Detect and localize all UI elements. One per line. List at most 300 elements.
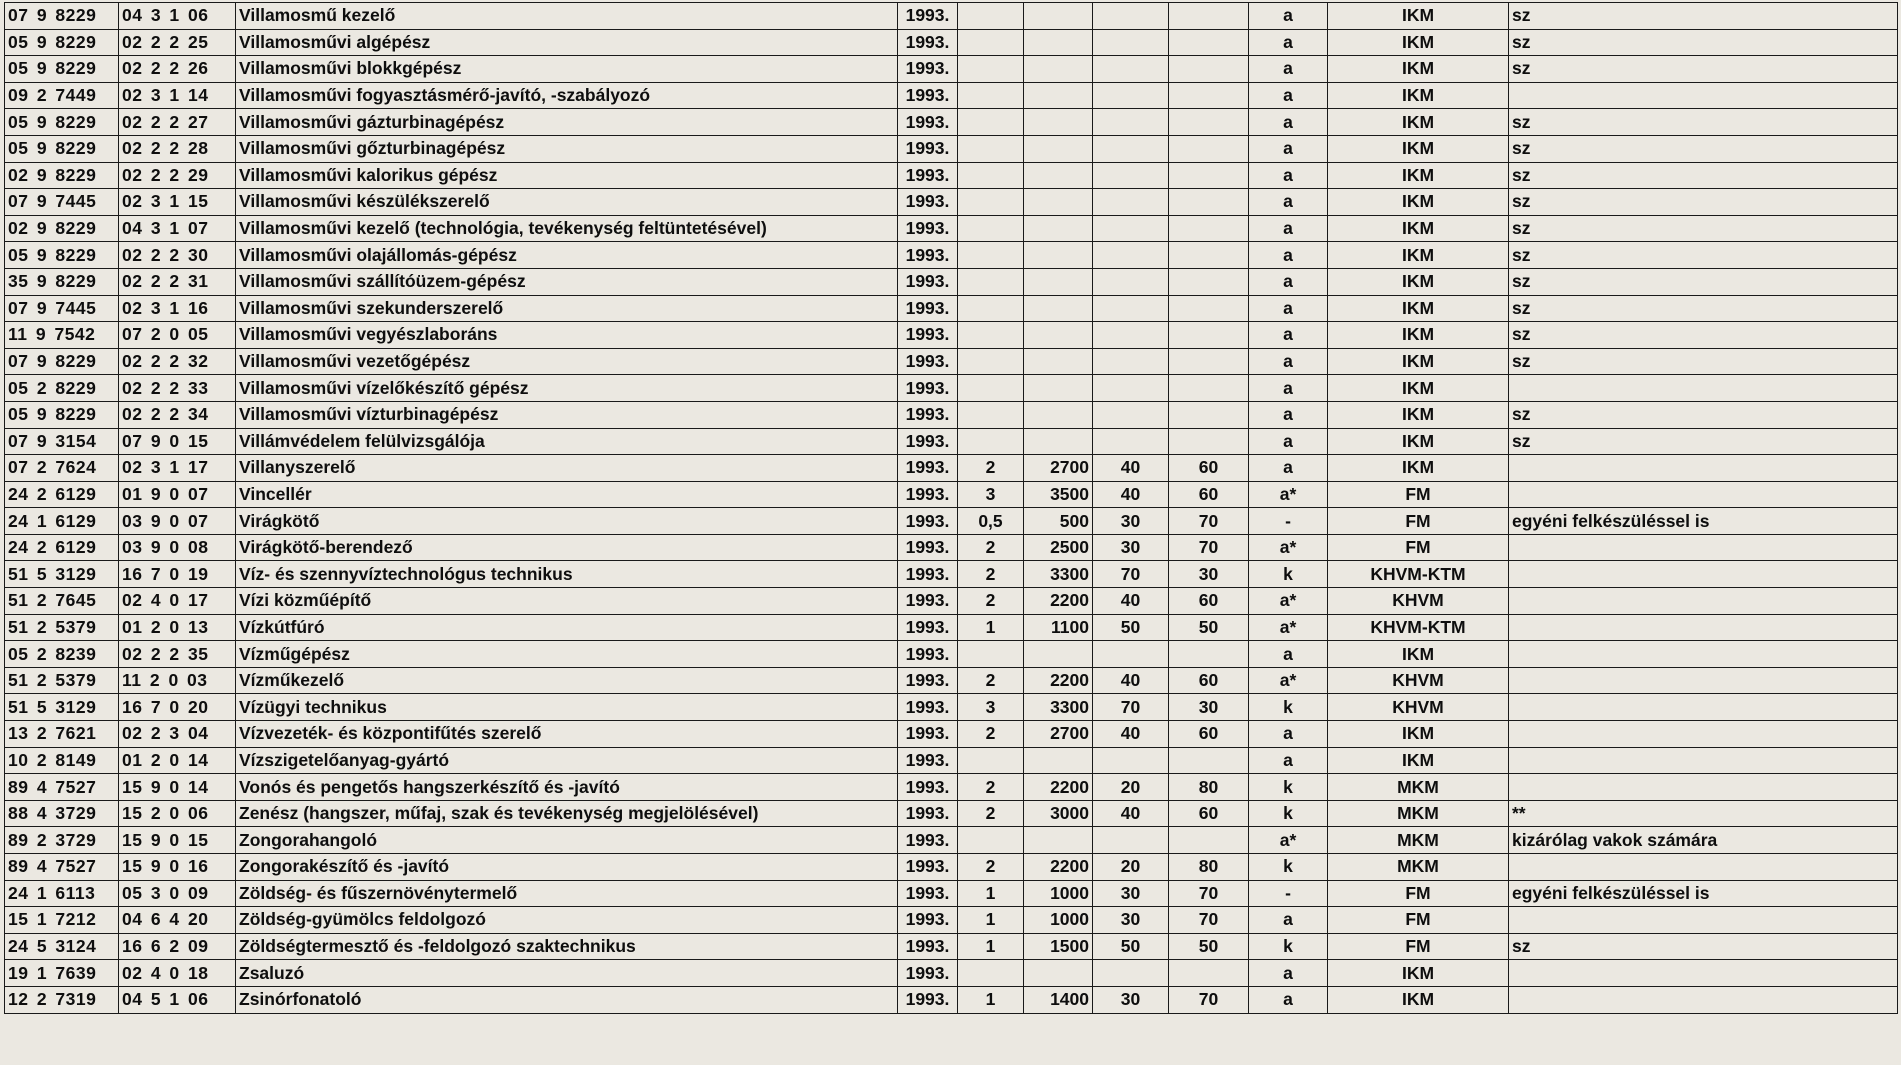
training-years-cell [958, 268, 1024, 295]
theory-percent-cell [1093, 960, 1169, 987]
qualification-code-cell: 07 2 0 05 [119, 322, 236, 349]
theory-percent-cell: 50 [1093, 614, 1169, 641]
qualification-name-cell: Villamosművi gőzturbinagépész [236, 135, 898, 162]
year-cell: 1993. [898, 694, 958, 721]
theory-percent-cell: 50 [1093, 933, 1169, 960]
occupation-code-cell: 51 2 5379 [5, 667, 119, 694]
ministry-cell: KHVM [1328, 667, 1509, 694]
note-cell: egyéni felkészüléssel is [1509, 880, 1898, 907]
hours-cell [1024, 960, 1093, 987]
hours-cell [1024, 428, 1093, 455]
hours-cell: 2200 [1024, 854, 1093, 881]
practice-percent-cell [1169, 295, 1249, 322]
occupation-code-cell: 35 9 8229 [5, 268, 119, 295]
hours-cell [1024, 322, 1093, 349]
occupation-code-cell: 07 9 8229 [5, 348, 119, 375]
qualification-name-cell: Vízvezeték- és központifűtés szerelő [236, 721, 898, 748]
ministry-cell: FM [1328, 481, 1509, 508]
theory-percent-cell [1093, 82, 1169, 109]
hours-cell [1024, 747, 1093, 774]
note-cell [1509, 641, 1898, 668]
qualification-code-cell: 02 2 2 25 [119, 29, 236, 56]
ministry-cell: IKM [1328, 721, 1509, 748]
hours-cell [1024, 348, 1093, 375]
training-years-cell: 1 [958, 907, 1024, 934]
theory-percent-cell: 30 [1093, 508, 1169, 535]
note-cell: sz [1509, 295, 1898, 322]
qualification-code-cell: 16 7 0 20 [119, 694, 236, 721]
occupation-code-cell: 13 2 7621 [5, 721, 119, 748]
qualification-name-cell: Zöldség- és fűszernövénytermelő [236, 880, 898, 907]
occupation-code-cell: 24 5 3124 [5, 933, 119, 960]
training-type-cell: a* [1249, 827, 1328, 854]
qualification-name-cell: Vonós és pengetős hangszerkészítő és -javító [236, 774, 898, 801]
training-years-cell [958, 428, 1024, 455]
note-cell [1509, 986, 1898, 1013]
year-cell: 1993. [898, 162, 958, 189]
qualification-code-cell: 02 2 2 29 [119, 162, 236, 189]
year-cell: 1993. [898, 534, 958, 561]
ministry-cell: IKM [1328, 135, 1509, 162]
note-cell: sz [1509, 189, 1898, 216]
year-cell: 1993. [898, 960, 958, 987]
table-row [5, 508, 1898, 535]
theory-percent-cell [1093, 348, 1169, 375]
training-years-cell [958, 29, 1024, 56]
ministry-cell: KHVM [1328, 694, 1509, 721]
qualification-code-cell: 04 3 1 06 [119, 3, 236, 30]
training-type-cell: a [1249, 348, 1328, 375]
occupation-code-cell: 05 9 8229 [5, 401, 119, 428]
qualification-code-cell: 15 9 0 15 [119, 827, 236, 854]
qualification-code-cell: 02 2 2 32 [119, 348, 236, 375]
hours-cell [1024, 641, 1093, 668]
qualification-name-cell: Villamosművi gázturbinagépész [236, 109, 898, 136]
ministry-cell: IKM [1328, 348, 1509, 375]
hours-cell: 3300 [1024, 561, 1093, 588]
year-cell: 1993. [898, 641, 958, 668]
ministry-cell: KHVM [1328, 588, 1509, 615]
occupation-code-cell: 05 9 8229 [5, 135, 119, 162]
note-cell: sz [1509, 268, 1898, 295]
theory-percent-cell [1093, 215, 1169, 242]
hours-cell: 500 [1024, 508, 1093, 535]
hours-cell: 2200 [1024, 774, 1093, 801]
qualification-name-cell: Villamosművi vízturbinagépész [236, 401, 898, 428]
qualification-code-cell: 01 2 0 14 [119, 747, 236, 774]
training-years-cell [958, 135, 1024, 162]
occupation-code-cell: 24 1 6113 [5, 880, 119, 907]
table-row [5, 481, 1898, 508]
year-cell: 1993. [898, 189, 958, 216]
ministry-cell: IKM [1328, 109, 1509, 136]
training-years-cell: 2 [958, 588, 1024, 615]
note-cell: sz [1509, 56, 1898, 83]
qualification-code-cell: 16 7 0 19 [119, 561, 236, 588]
hours-cell [1024, 3, 1093, 30]
note-cell [1509, 588, 1898, 615]
ministry-cell: IKM [1328, 986, 1509, 1013]
table-body [5, 3, 1898, 1014]
year-cell: 1993. [898, 135, 958, 162]
training-years-cell [958, 375, 1024, 402]
table-row [5, 960, 1898, 987]
occupation-code-cell: 10 2 8149 [5, 747, 119, 774]
practice-percent-cell: 30 [1169, 561, 1249, 588]
note-cell: sz [1509, 3, 1898, 30]
occupation-code-cell: 07 9 8229 [5, 3, 119, 30]
year-cell: 1993. [898, 774, 958, 801]
qualification-name-cell: Villamosművi kalorikus gépész [236, 162, 898, 189]
training-years-cell [958, 401, 1024, 428]
year-cell: 1993. [898, 455, 958, 482]
qualification-code-cell: 02 2 2 28 [119, 135, 236, 162]
hours-cell [1024, 827, 1093, 854]
year-cell: 1993. [898, 3, 958, 30]
ministry-cell: MKM [1328, 827, 1509, 854]
theory-percent-cell: 40 [1093, 721, 1169, 748]
practice-percent-cell: 70 [1169, 534, 1249, 561]
year-cell: 1993. [898, 880, 958, 907]
theory-percent-cell: 40 [1093, 481, 1169, 508]
training-type-cell: a [1249, 907, 1328, 934]
ministry-cell: IKM [1328, 215, 1509, 242]
training-type-cell: a [1249, 268, 1328, 295]
hours-cell: 1500 [1024, 933, 1093, 960]
year-cell: 1993. [898, 295, 958, 322]
hours-cell: 3000 [1024, 800, 1093, 827]
ministry-cell: IKM [1328, 375, 1509, 402]
note-cell: sz [1509, 322, 1898, 349]
occupation-code-cell: 02 9 8229 [5, 215, 119, 242]
qualification-name-cell: Zongorahangoló [236, 827, 898, 854]
ministry-cell: MKM [1328, 774, 1509, 801]
qualification-code-cell: 02 2 2 30 [119, 242, 236, 269]
theory-percent-cell: 20 [1093, 774, 1169, 801]
note-cell: sz [1509, 162, 1898, 189]
occupation-code-cell: 51 5 3129 [5, 694, 119, 721]
table-row [5, 348, 1898, 375]
training-years-cell [958, 215, 1024, 242]
hours-cell: 2200 [1024, 667, 1093, 694]
qualification-code-cell: 02 3 1 16 [119, 295, 236, 322]
year-cell: 1993. [898, 561, 958, 588]
occupation-code-cell: 15 1 7212 [5, 907, 119, 934]
qualification-code-cell: 11 2 0 03 [119, 667, 236, 694]
training-years-cell [958, 747, 1024, 774]
ministry-cell: KHVM-KTM [1328, 614, 1509, 641]
occupation-code-cell: 19 1 7639 [5, 960, 119, 987]
practice-percent-cell [1169, 375, 1249, 402]
training-years-cell [958, 109, 1024, 136]
ministry-cell: IKM [1328, 82, 1509, 109]
year-cell: 1993. [898, 428, 958, 455]
qualification-name-cell: Zöldségtermesztő és -feldolgozó szaktechnikus [236, 933, 898, 960]
training-type-cell: a [1249, 986, 1328, 1013]
note-cell: sz [1509, 29, 1898, 56]
training-years-cell: 2 [958, 455, 1024, 482]
qualification-name-cell: Villamosművi fogyasztásmérő-javító, -szabályozó [236, 82, 898, 109]
training-years-cell: 2 [958, 534, 1024, 561]
occupation-code-cell: 51 2 5379 [5, 614, 119, 641]
occupation-code-cell: 05 2 8239 [5, 641, 119, 668]
training-type-cell: a [1249, 375, 1328, 402]
qualification-name-cell: Villamosmű kezelő [236, 3, 898, 30]
occupation-code-cell: 12 2 7319 [5, 986, 119, 1013]
table-row [5, 428, 1898, 455]
training-type-cell: k [1249, 561, 1328, 588]
hours-cell [1024, 135, 1093, 162]
qualification-name-cell: Villamosművi blokkgépész [236, 56, 898, 83]
training-type-cell: a [1249, 428, 1328, 455]
training-type-cell: k [1249, 800, 1328, 827]
table-row [5, 721, 1898, 748]
table-row [5, 268, 1898, 295]
hours-cell: 2700 [1024, 721, 1093, 748]
practice-percent-cell [1169, 3, 1249, 30]
hours-cell: 1000 [1024, 907, 1093, 934]
qualification-code-cell: 02 2 2 34 [119, 401, 236, 428]
note-cell: ** [1509, 800, 1898, 827]
qualification-name-cell: Villamosművi vegyészlaboráns [236, 322, 898, 349]
table-row [5, 534, 1898, 561]
occupation-code-cell: 07 9 7445 [5, 189, 119, 216]
training-type-cell: a [1249, 189, 1328, 216]
training-type-cell: a [1249, 641, 1328, 668]
qualification-code-cell: 03 9 0 07 [119, 508, 236, 535]
training-years-cell [958, 162, 1024, 189]
year-cell: 1993. [898, 322, 958, 349]
practice-percent-cell: 50 [1169, 614, 1249, 641]
occupation-code-cell: 24 2 6129 [5, 481, 119, 508]
note-cell: kizárólag vakok számára [1509, 827, 1898, 854]
hours-cell [1024, 242, 1093, 269]
note-cell [1509, 375, 1898, 402]
ministry-cell: FM [1328, 933, 1509, 960]
training-type-cell: - [1249, 508, 1328, 535]
ministry-cell: FM [1328, 508, 1509, 535]
training-years-cell [958, 242, 1024, 269]
practice-percent-cell [1169, 268, 1249, 295]
training-years-cell: 2 [958, 667, 1024, 694]
table-row [5, 56, 1898, 83]
year-cell: 1993. [898, 667, 958, 694]
theory-percent-cell: 40 [1093, 800, 1169, 827]
note-cell [1509, 960, 1898, 987]
table-row [5, 800, 1898, 827]
training-years-cell [958, 295, 1024, 322]
qualification-code-cell: 07 9 0 15 [119, 428, 236, 455]
practice-percent-cell [1169, 428, 1249, 455]
year-cell: 1993. [898, 268, 958, 295]
qualification-name-cell: Villanyszerelő [236, 455, 898, 482]
table-row [5, 986, 1898, 1013]
year-cell: 1993. [898, 614, 958, 641]
training-type-cell: a [1249, 135, 1328, 162]
practice-percent-cell: 60 [1169, 481, 1249, 508]
training-type-cell: a [1249, 82, 1328, 109]
training-type-cell: a [1249, 29, 1328, 56]
table-row [5, 162, 1898, 189]
ministry-cell: FM [1328, 534, 1509, 561]
practice-percent-cell [1169, 82, 1249, 109]
training-years-cell [958, 827, 1024, 854]
qualification-code-cell: 03 9 0 08 [119, 534, 236, 561]
note-cell [1509, 481, 1898, 508]
year-cell: 1993. [898, 508, 958, 535]
practice-percent-cell: 30 [1169, 694, 1249, 721]
note-cell [1509, 747, 1898, 774]
occupation-code-cell: 05 9 8229 [5, 56, 119, 83]
theory-percent-cell [1093, 109, 1169, 136]
qualification-name-cell: Vízműgépész [236, 641, 898, 668]
training-years-cell: 1 [958, 614, 1024, 641]
table-row [5, 29, 1898, 56]
qualification-name-cell: Vízügyi technikus [236, 694, 898, 721]
ministry-cell: FM [1328, 907, 1509, 934]
note-cell [1509, 667, 1898, 694]
hours-cell [1024, 295, 1093, 322]
practice-percent-cell [1169, 189, 1249, 216]
practice-percent-cell [1169, 348, 1249, 375]
qualification-name-cell: Villamosművi vezetőgépész [236, 348, 898, 375]
practice-percent-cell [1169, 960, 1249, 987]
theory-percent-cell [1093, 29, 1169, 56]
theory-percent-cell [1093, 641, 1169, 668]
table-row [5, 401, 1898, 428]
table-row [5, 135, 1898, 162]
note-cell: egyéni felkészüléssel is [1509, 508, 1898, 535]
theory-percent-cell: 30 [1093, 907, 1169, 934]
table-row [5, 933, 1898, 960]
practice-percent-cell: 60 [1169, 455, 1249, 482]
qualification-name-cell: Zenész (hangszer, műfaj, szak és tevékenység megjelölésével) [236, 800, 898, 827]
qualification-code-cell: 01 9 0 07 [119, 481, 236, 508]
training-years-cell: 1 [958, 933, 1024, 960]
table-row [5, 215, 1898, 242]
ministry-cell: IKM [1328, 455, 1509, 482]
practice-percent-cell [1169, 109, 1249, 136]
year-cell: 1993. [898, 242, 958, 269]
theory-percent-cell [1093, 135, 1169, 162]
qualification-name-cell: Virágkötő [236, 508, 898, 535]
qualification-name-cell: Villamosművi algépész [236, 29, 898, 56]
table-row [5, 827, 1898, 854]
qualification-name-cell: Vízkútfúró [236, 614, 898, 641]
qualification-name-cell: Zsaluzó [236, 960, 898, 987]
training-years-cell: 1 [958, 880, 1024, 907]
hours-cell [1024, 109, 1093, 136]
qualification-code-cell: 02 2 2 33 [119, 375, 236, 402]
ministry-cell: IKM [1328, 242, 1509, 269]
practice-percent-cell: 60 [1169, 800, 1249, 827]
hours-cell: 2700 [1024, 455, 1093, 482]
note-cell [1509, 907, 1898, 934]
ministry-cell: IKM [1328, 322, 1509, 349]
qualification-code-cell: 02 3 1 15 [119, 189, 236, 216]
training-type-cell: k [1249, 774, 1328, 801]
qualification-name-cell: Villamosművi olajállomás-gépész [236, 242, 898, 269]
note-cell: sz [1509, 135, 1898, 162]
training-years-cell: 3 [958, 481, 1024, 508]
hours-cell [1024, 215, 1093, 242]
table-row [5, 694, 1898, 721]
training-type-cell: a [1249, 215, 1328, 242]
hours-cell [1024, 375, 1093, 402]
ministry-cell: FM [1328, 880, 1509, 907]
training-type-cell: a [1249, 721, 1328, 748]
ministry-cell: IKM [1328, 3, 1509, 30]
training-type-cell: k [1249, 933, 1328, 960]
qualification-code-cell: 04 3 1 07 [119, 215, 236, 242]
theory-percent-cell [1093, 3, 1169, 30]
qualification-code-cell: 02 4 0 17 [119, 588, 236, 615]
practice-percent-cell: 80 [1169, 774, 1249, 801]
table-row [5, 907, 1898, 934]
hours-cell: 3300 [1024, 694, 1093, 721]
ministry-cell: IKM [1328, 29, 1509, 56]
year-cell: 1993. [898, 800, 958, 827]
table-row [5, 641, 1898, 668]
occupation-code-cell: 09 2 7449 [5, 82, 119, 109]
year-cell: 1993. [898, 721, 958, 748]
training-type-cell: a* [1249, 481, 1328, 508]
training-years-cell [958, 3, 1024, 30]
qualification-code-cell: 02 4 0 18 [119, 960, 236, 987]
table-row [5, 774, 1898, 801]
hours-cell: 1100 [1024, 614, 1093, 641]
note-cell [1509, 534, 1898, 561]
training-years-cell [958, 56, 1024, 83]
occupation-code-cell: 05 9 8229 [5, 109, 119, 136]
occupation-code-cell: 07 9 7445 [5, 295, 119, 322]
note-cell [1509, 721, 1898, 748]
note-cell [1509, 614, 1898, 641]
note-cell [1509, 561, 1898, 588]
practice-percent-cell: 60 [1169, 588, 1249, 615]
ministry-cell: IKM [1328, 295, 1509, 322]
qualification-code-cell: 02 3 1 17 [119, 455, 236, 482]
training-years-cell: 3 [958, 694, 1024, 721]
theory-percent-cell [1093, 375, 1169, 402]
hours-cell [1024, 162, 1093, 189]
note-cell: sz [1509, 215, 1898, 242]
training-years-cell [958, 960, 1024, 987]
table-row [5, 561, 1898, 588]
qualification-name-cell: Villamosművi szállítóüzem-gépész [236, 268, 898, 295]
practice-percent-cell: 60 [1169, 721, 1249, 748]
theory-percent-cell: 30 [1093, 986, 1169, 1013]
theory-percent-cell: 40 [1093, 455, 1169, 482]
training-type-cell: a* [1249, 667, 1328, 694]
occupation-code-cell: 89 2 3729 [5, 827, 119, 854]
qualification-name-cell: Zsinórfonatoló [236, 986, 898, 1013]
theory-percent-cell [1093, 322, 1169, 349]
theory-percent-cell: 40 [1093, 588, 1169, 615]
training-type-cell: k [1249, 854, 1328, 881]
training-type-cell: a* [1249, 614, 1328, 641]
theory-percent-cell [1093, 162, 1169, 189]
theory-percent-cell [1093, 295, 1169, 322]
practice-percent-cell: 70 [1169, 907, 1249, 934]
year-cell: 1993. [898, 29, 958, 56]
training-type-cell: a [1249, 56, 1328, 83]
year-cell: 1993. [898, 907, 958, 934]
theory-percent-cell [1093, 56, 1169, 83]
theory-percent-cell: 30 [1093, 880, 1169, 907]
ministry-cell: KHVM-KTM [1328, 561, 1509, 588]
hours-cell: 2500 [1024, 534, 1093, 561]
